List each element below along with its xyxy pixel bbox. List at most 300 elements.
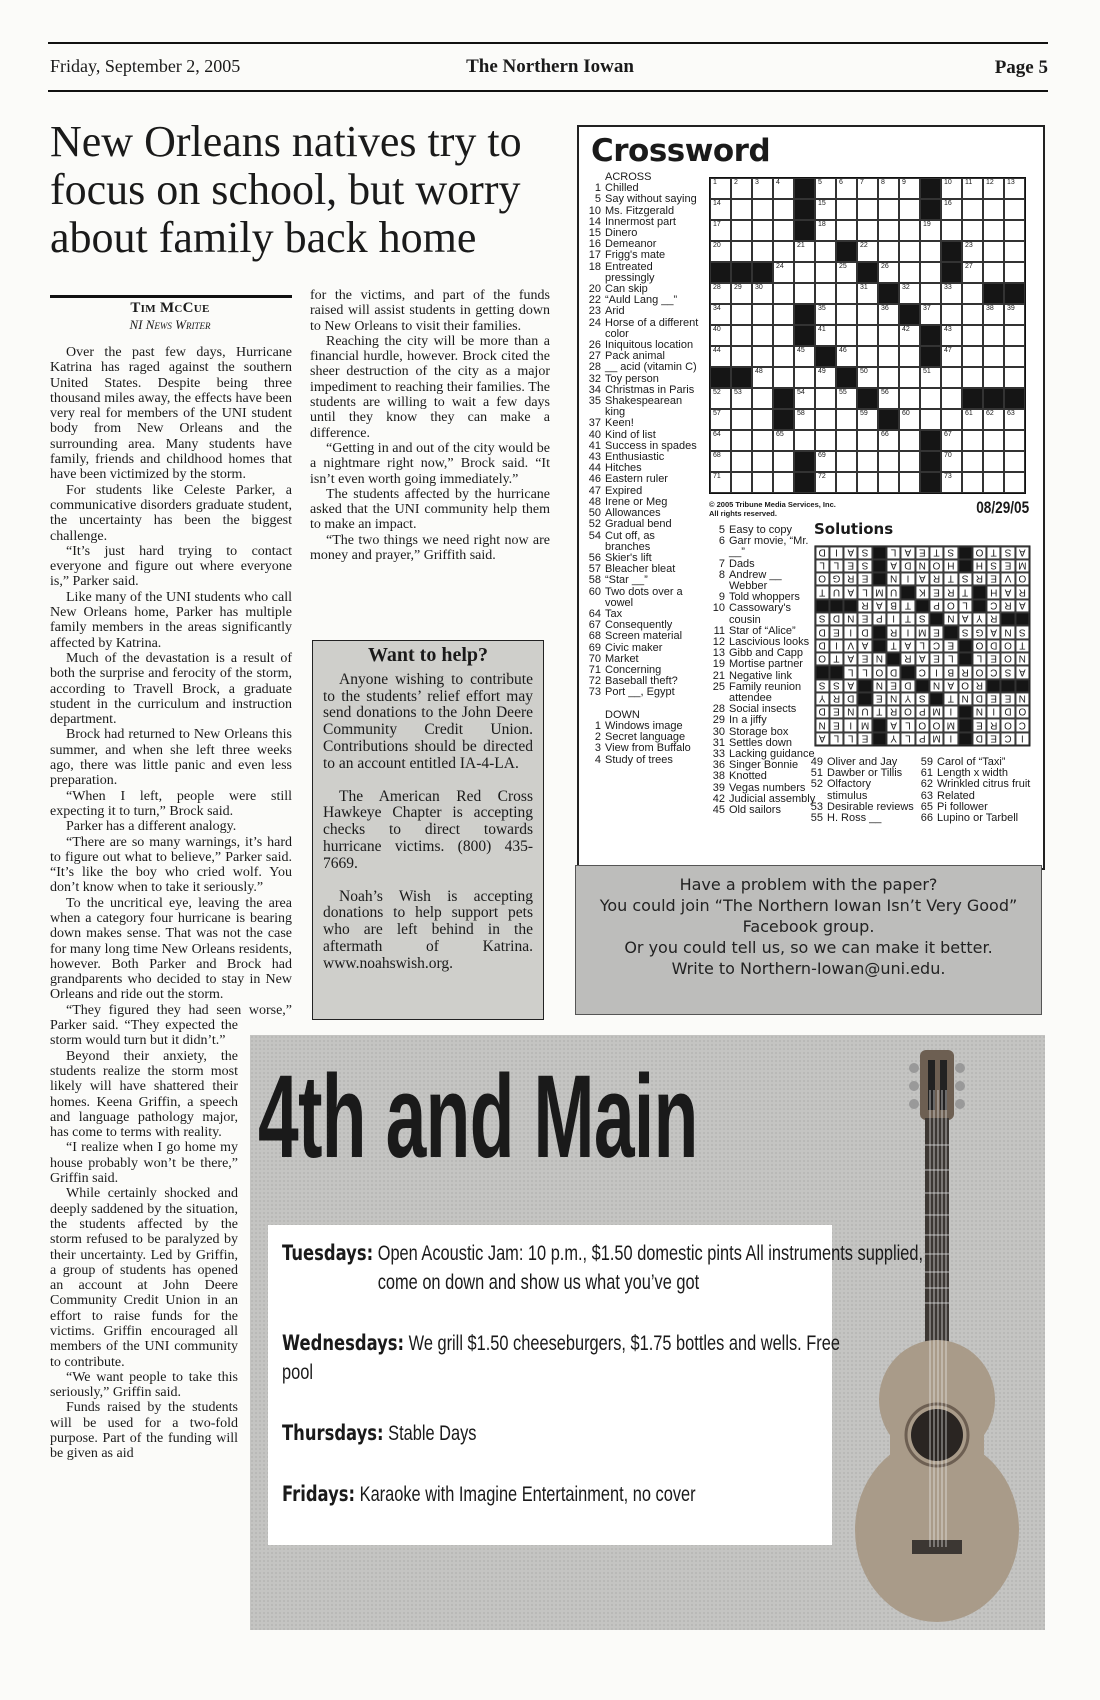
grid-cell [773,451,794,472]
solution-black-square [815,666,829,679]
grid-cell [794,430,815,451]
clue-number: 30 [712,725,725,738]
clue-number: 27 [588,350,601,363]
grid-cell [815,472,836,493]
grid-cell [983,199,1004,220]
grid-cell [899,283,920,304]
solution-black-square [901,586,915,599]
solution-cell: D [815,626,829,639]
solution-cell: E [987,652,1001,665]
solution-cell: D [844,692,858,705]
solution-cell: E [858,573,872,586]
black-square [962,388,983,409]
clue-number: 22 [588,294,601,307]
grid-cell [962,430,983,451]
clue-text: Two dots over a vowel [605,585,683,609]
cell-number: 21 [797,242,805,249]
grid-cell [836,451,857,472]
clue-text: Old sailors [729,804,781,817]
grid-cell [752,304,773,325]
grid-cell [857,451,878,472]
solution-cell: M [872,586,886,599]
clue-number: 63 [920,789,933,802]
clue-number: 19 [712,658,725,671]
grid-cell [920,220,941,241]
clue-number: 29 [712,714,725,727]
solution-cell: V [844,639,858,652]
grid-cell [815,283,836,304]
clue [804,779,914,801]
clue-number: 68 [588,630,601,643]
grid-cell [710,409,731,430]
clue-text: Frigg's mate [605,249,666,262]
solution-cell: N [915,559,929,572]
article-paragraph: “We want people to take this seriously,” Griffin said. [50,1369,238,1401]
grid-cell [878,388,899,409]
grid-cell [920,367,941,388]
solution-cell: N [1001,626,1015,639]
clue-text: Storage box [729,725,789,738]
clue-text: Success in spades [605,439,697,452]
clue-text: Say without saying [605,193,697,206]
solution-cell: D [886,666,900,679]
solution-black-square [972,599,986,612]
black-square [710,367,731,388]
clue-text: Gibb and Capp [729,647,803,660]
clue [582,531,702,553]
clue-number: 11 [713,624,725,637]
clue-number: 7 [718,557,725,570]
ad-event-tuesday [282,1239,924,1297]
grid-cell [1004,472,1025,493]
grid-cell [731,346,752,367]
grid-cell [983,304,1004,325]
solution-cell: A [858,639,872,652]
grid-cell [941,304,962,325]
help-paragraph: Noah’s Wish is accepting donations to help support pets who are left behind in the aftermath of Katrina. www.noahswish.org. [323,887,533,972]
grid-cell [731,388,752,409]
cell-number: 14 [713,200,721,207]
grid-cell [878,241,899,262]
solution-cell: D [815,706,829,719]
grid-cell [794,262,815,283]
solution-cell: N [815,719,829,732]
grid-cell [857,430,878,451]
clue-number: 34 [588,383,601,396]
solution-cell: B [886,599,900,612]
grid-cell [1004,430,1025,451]
clue-number: 37 [588,417,601,430]
solution-cell: Y [901,692,915,705]
solution-black-square [886,652,900,665]
solution-cell: A [872,599,886,612]
clue-text: Hitches [605,462,642,475]
cell-number: 2 [734,179,738,186]
solution-cell: A [1001,586,1015,599]
grid-cell [752,472,773,493]
solution-cell: L [901,732,915,745]
solution-black-square [829,666,843,679]
solution-cell: O [958,679,972,692]
solution-cell: S [858,559,872,572]
grid-cell [878,304,899,325]
grid-cell [773,346,794,367]
grid-cell [857,472,878,493]
clue-number: 26 [588,339,601,352]
clue-number: 73 [588,686,601,699]
clue-number: 67 [588,619,601,632]
clue-number: 24 [588,316,601,329]
grid-cell [710,325,731,346]
clue [804,813,914,824]
cell-number: 25 [839,263,847,270]
grid-cell [857,346,878,367]
cell-number: 40 [713,326,721,333]
clue-text: Andrew __ Webber [729,568,782,593]
solution-cell: L [858,586,872,599]
grid-cell [857,409,878,430]
solution-cell: E [972,719,986,732]
solution-black-square [958,719,972,732]
byline-rule [50,295,292,298]
solution-cell: D [1001,706,1015,719]
clue [706,659,821,670]
grid-cell [1004,262,1025,283]
clue-text: Knotted [729,770,767,783]
solution-cell: R [829,692,843,705]
solution-cell: A [1015,599,1029,612]
event-day: Fridays: [282,1482,356,1506]
solution-cell: A [886,719,900,732]
event-day: Tuesdays: [282,1241,374,1265]
solution-cell: T [944,692,958,705]
clue-number: 70 [588,652,601,665]
solution-black-square [958,559,972,572]
grid-cell [857,178,878,199]
want-to-help-box [312,640,544,1020]
solution-cell: E [858,652,872,665]
solution-cell: N [886,692,900,705]
solution-cell: I [844,626,858,639]
cell-number: 47 [944,347,952,354]
clue-text: Wrinkled citrus fruit [937,778,1031,791]
solution-cell: N [929,679,943,692]
solution-cell: O [1001,639,1015,652]
grid-cell [962,241,983,262]
grid-cell [836,409,857,430]
grid-cell [731,283,752,304]
grid-cell [857,241,878,262]
clue [582,318,702,340]
grid-cell [920,304,941,325]
solution-cell: N [886,573,900,586]
grid-cell [899,346,920,367]
solution-cell: E [1001,692,1015,705]
cell-number: 12 [986,179,994,186]
black-square [794,178,815,199]
grid-cell [773,430,794,451]
cell-number: 26 [881,263,889,270]
grid-cell [983,220,1004,241]
grid-cell [941,325,962,346]
solutions-grid [814,545,1030,746]
black-square [899,304,920,325]
grid-cell [899,220,920,241]
grid-cell [941,178,962,199]
grid-cell [878,346,899,367]
solution-cell: A [1015,546,1029,559]
cell-number: 7 [860,179,864,186]
solution-cell: D [858,626,872,639]
article-paragraph: “It’s just hard trying to contact everyone and figure out where everyone is,” Parker said. [50,543,292,590]
cell-number: 31 [860,284,868,291]
event-day: Thursdays: [282,1421,384,1445]
cell-number: 3 [755,179,759,186]
cell-number: 56 [881,389,889,396]
grid-cell [752,388,773,409]
grid-cell [815,388,836,409]
solution-cell: A [844,679,858,692]
cell-number: 50 [860,368,868,375]
black-square [941,241,962,262]
solution-cell: N [1015,652,1029,665]
clue-text: Garr movie, “Mr. __” [729,535,809,559]
grid-cell [983,451,1004,472]
clue-number: 53 [810,800,823,813]
event-text: We grill $1.50 cheeseburgers, $1.75 bottles and wells. Free pool [282,1332,840,1384]
solution-black-square [958,639,972,652]
crossword-copyright [709,500,836,518]
cell-number: 39 [1007,305,1015,312]
clue-text: Baseball theft? [605,675,678,688]
grid-cell [920,409,941,430]
notice-line: Or you could tell us, so we can make it better. [624,938,993,957]
solutions-title: Solutions [814,520,894,538]
clue-text: Judicial assembly [729,792,816,805]
solution-black-square [872,639,886,652]
grid-cell [710,430,731,451]
grid-cell [815,367,836,388]
clue-text: View from Buffalo [605,742,691,755]
solution-cell: D [815,546,829,559]
grid-cell [710,346,731,367]
article-headline: New Orleans natives try to focus on school, but worry about family back home [50,117,522,262]
solution-cell: E [872,692,886,705]
grid-cell [983,346,1004,367]
solution-cell: O [929,559,943,572]
clue-text: Keen! [605,417,634,430]
ad-event-friday [282,1480,817,1509]
solution-cell: A [987,626,1001,639]
grid-cell [962,451,983,472]
clue-number: 17 [588,249,601,262]
grid-cell [752,325,773,346]
clue-number: 50 [588,507,601,520]
grid-cell [752,241,773,262]
black-square [920,430,941,451]
clue [582,743,702,754]
header-top-rule [48,42,1048,44]
solution-cell: E [987,692,1001,705]
solution-cell: S [1001,546,1015,559]
solution-black-square [1001,612,1015,625]
cell-number: 28 [713,284,721,291]
clue-number: 58 [588,574,601,587]
grid-cell [962,262,983,283]
byline [50,300,290,333]
grid-cell [899,262,920,283]
grid-cell [962,199,983,220]
ad-title: 4th and Main [258,1051,698,1183]
grid-cell [710,199,731,220]
cell-number: 67 [944,431,952,438]
black-square [752,262,773,283]
grid-cell [731,451,752,472]
solution-cell: R [987,612,1001,625]
solution-cell: A [915,573,929,586]
clue [914,813,1039,824]
grid-cell [920,262,941,283]
cell-number: 16 [944,200,952,207]
clue-column-3 [804,757,914,824]
black-square [857,388,878,409]
solution-cell: T [944,573,958,586]
solution-cell: N [944,612,958,625]
solution-cell: T [872,706,886,719]
grid-cell [857,304,878,325]
solution-cell: A [901,546,915,559]
clue [582,519,702,530]
cell-number: 32 [902,284,910,291]
solution-black-square [1015,612,1029,625]
black-square [983,283,1004,304]
clue-text: “Auld Lang __” [605,294,678,307]
solution-cell: S [958,626,972,639]
solution-cell: L [915,639,929,652]
solution-cell: R [901,652,915,665]
clue-text: Irene or Meg [605,495,668,508]
clue-number: 35 [588,395,601,408]
solution-cell: R [987,719,1001,732]
solution-cell: T [815,586,829,599]
solution-cell: M [1015,559,1029,572]
grid-cell [731,325,752,346]
solution-cell: O [915,719,929,732]
clue-number: 12 [712,636,725,649]
clue-number: 13 [712,647,725,660]
cell-number: 48 [755,368,763,375]
solution-black-square [872,546,886,559]
solution-cell: S [1001,666,1015,679]
solution-cell: U [829,586,843,599]
clue-number: 42 [712,792,725,805]
clue-number: 65 [920,800,933,813]
solution-cell: L [829,732,843,745]
grid-cell [836,262,857,283]
clue [582,418,702,429]
cell-number: 5 [818,179,822,186]
cell-number: 8 [881,179,885,186]
black-square [794,472,815,493]
solution-cell: B [944,666,958,679]
clue-text: Length x width [937,767,1008,780]
clue-number: 40 [588,428,601,441]
black-square [773,388,794,409]
solution-cell: A [844,652,858,665]
clue-text: Pi follower [937,800,988,813]
clue-text: Bleacher bleat [605,563,676,576]
cell-number: 54 [797,389,805,396]
cell-number: 52 [713,389,721,396]
cell-number: 65 [776,431,784,438]
solution-cell: E [858,612,872,625]
cell-number: 10 [944,179,952,186]
solution-cell: C [987,599,1001,612]
clue [706,570,821,592]
solution-cell: L [901,719,915,732]
clue-number: 32 [588,372,601,385]
clue-text: Enthusiastic [605,451,665,464]
solution-cell: R [944,586,958,599]
article-paragraph: “Getting in and out of the city would be a nightmare right now,” Brock said. “It isn’t even worth going immediately.” [310,440,550,487]
grid-cell [1004,367,1025,388]
solution-cell: P [872,612,886,625]
solution-cell: D [815,639,829,652]
solution-cell: T [901,599,915,612]
solution-cell: E [929,626,943,639]
solution-cell: E [858,732,872,745]
notice-line: You could join “The Northern Iowan Isn’t Very Good” Facebook group. [599,896,1018,936]
clue-number: 52 [810,778,823,791]
solution-cell: K [915,586,929,599]
black-square [878,409,899,430]
solution-cell: O [972,666,986,679]
solution-cell: I [829,546,843,559]
event-text: Open Acoustic Jam: 10 p.m., $1.50 domestic pints All instruments supplied, come on down and show us what you’ve got [377,1242,924,1294]
solution-cell: D [972,732,986,745]
solution-cell: N [872,652,886,665]
cell-number: 44 [713,347,721,354]
clue-number: 1 [594,182,601,195]
cell-number: 42 [902,326,910,333]
cell-number: 61 [965,410,973,417]
grid-cell [983,472,1004,493]
solution-cell: E [929,586,943,599]
grid-cell [878,220,899,241]
solution-cell: O [1015,706,1029,719]
clue-text: Skier's lift [605,551,652,564]
solution-black-square [944,626,958,639]
grid-cell [899,325,920,346]
clue-number: 20 [588,283,601,296]
solution-black-square [844,599,858,612]
solution-cell: N [958,692,972,705]
solution-cell: E [886,679,900,692]
clue-text: Arid [605,305,625,318]
article-paragraph: Beyond their anxiety, the students realize the storm most likely will have shattered their homes. Keena Griffin, a speech and language pathology major, has come to terms with reality. [50,1048,238,1141]
clue-text: Lascivious looks [729,636,810,649]
cell-number: 19 [923,221,931,228]
grid-cell [731,430,752,451]
black-square [920,325,941,346]
clue-text: Study of trees [605,753,673,766]
grid-cell [752,451,773,472]
article-paragraph: “The two things we need right now are money and prayer,” Griffith said. [310,532,550,564]
solution-black-square [901,666,915,679]
clue-number: 39 [712,781,725,794]
article-paragraph: For students like Celeste Parker, a communicative disorders graduate student, the uncertainty has been the biggest challenge. [50,482,292,544]
clue-text: Dads [729,557,755,570]
